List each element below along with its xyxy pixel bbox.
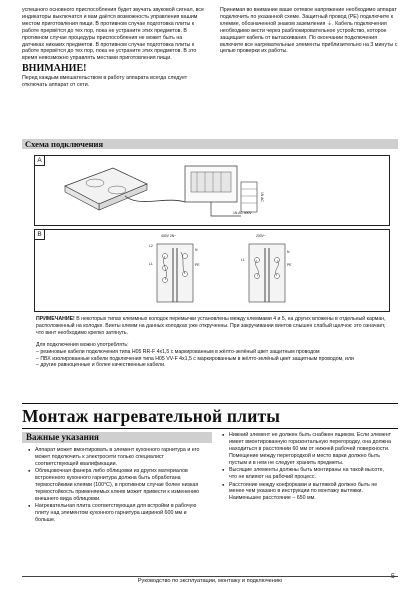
footer-rule	[22, 576, 398, 577]
diagram-a-drawing	[35, 156, 390, 226]
note-text: В некоторых типах клеммных колодок перемычки установлены между клеммами 4 и 5, на других вложены в отдельный карман, расположенный на колодке. Винты клемм на данных колодках уже открученны. При закручивании винтов слышен слабый щелчок: это означает, что винт необходимо крепко затянуть.	[36, 316, 386, 336]
diagram-a-letter: A	[35, 156, 45, 166]
intro-paragraph: успешного основного приспособления будет звучать звуковой сигнал, все индикаторы выключатся и вам даётся возможность управления вашим местом приготовления пищи. В противном случае подготовка плиты к работе прервётся до тех пор, пока не устраните этих предметов. В противном случае процедуры приспособления не может быть на датчиках никаких предметов. В противном случае подготовка плиты к работе прервётся до тех пор, пока не устраните этих предметов. В это время невозможно управлять местами приготовления пищи.	[22, 7, 204, 62]
list-item: ● Аппарат может вмонтировать в элемент кухонного гарнитура и его может подключить к электросети только специалист соответствующей квалификации.	[28, 447, 206, 468]
diagram-b-drawing	[35, 230, 390, 312]
diagram-b-right-voltage: 230V~	[256, 234, 266, 238]
list-item: ● Нагревательная плита соответствующая для встройки в рабочую плиту над элементом кухонного гарнитура шириной 600 мм и больше.	[28, 503, 206, 524]
diagram-b-left-terminal-n: N	[195, 248, 198, 252]
bottom-right-column	[222, 432, 392, 503]
diagram-a-side-label: 1N AC	[260, 192, 264, 202]
diagram-b-left-voltage: 400V 2N~	[161, 234, 177, 238]
cable-item: – резиновые кабели подключения типа H05 RR-F 4x1,5 с маркированным в жёлто-зелёный цвет защитным проводом	[36, 348, 320, 355]
connection-instructions: Принимая во внимание ваше сетевое напряжение необходимо аппарат подключить по указанной схеме. Защитный провод (PE) подключите к клемме, обозначенной знаком заземления ⏚. Кабель подключения необходимо вести через разблокировательное устройство, которое защищает кабель от вытаскивания. По окончании подключения включите все нагревательные элементы приблизительно на 3 минуты с целью проверки их работы.	[220, 7, 398, 55]
cable-item: – ПВХ изолированные кабели подключения типа H05 VV-F 4x1,5 с маркированным в жёлто-зелёный цвет защитным проводом, или	[36, 355, 354, 362]
note-paragraph	[36, 316, 390, 337]
page-number: 5	[391, 573, 395, 580]
diagram-b-left-terminal-l1: L1	[149, 262, 153, 266]
diagram-a	[34, 155, 390, 226]
list-item: ● Расстояние между конфорками и вытяжкой должно быть не менее чем указано в инструкции по монтажу вытяжки. Наименьшее расстояние – 650 мм.	[222, 482, 392, 503]
diagram-b-left-terminal-l2: L2	[149, 244, 153, 248]
warning-text: Перед каждым вмешательством в работу аппарата всегда следует отключать аппарат от сети.	[22, 75, 188, 89]
list-item: ● Облицовочная фанера либо облицовки из других материалов встроенного кухонного гарнитура должна быть обработана термостойкими клеями (100°C), в противном случае более низкая термостойкость применяемых клеев может привести к изменению внешнего вида облицовки.	[28, 468, 206, 503]
diagram-b	[34, 229, 390, 312]
main-title: Монтаж нагревательной плиты	[22, 403, 398, 429]
note-heading: ПРИМЕЧАНИЕ!	[36, 316, 75, 322]
list-item: ● Нижний элемент не должен быть снабжен ящиком. Если элемент имеет вмонтированную горизонтальную перегородку, она должна находиться в расстоянии 60 мм от нижней рабочей поверхности. Помещение между перегородкой и место варки должно быть пустым и в нем не следует хранить предметы.	[222, 432, 392, 467]
diagram-a-voltage-label: 1N AC 400V	[233, 211, 252, 215]
section-important-title: Важные указания	[22, 432, 212, 443]
section-connection-title: Схема подключения	[22, 139, 398, 149]
list-item: ● Высящие элементы должны быть монтираны на такой высоте, что не влияют на рабочий процесс.	[222, 467, 392, 481]
diagram-b-letter: B	[35, 230, 45, 240]
bottom-left-column	[28, 447, 206, 525]
cables-intro: Для подключения можно употреблять:	[36, 341, 129, 348]
warning-title: ВНИМАНИЕ!	[22, 63, 87, 75]
diagram-b-right-terminal-l1: L1	[241, 258, 245, 262]
diagram-b-right-terminal-pe: PE	[287, 263, 292, 267]
footer-text: Руководство по эксплуатации, монтажу и подключению	[137, 578, 283, 584]
cable-item: – другие равноценные и более качественные кабели.	[36, 362, 166, 369]
note-block	[36, 316, 390, 369]
diagram-b-right-terminal-n: N	[287, 250, 290, 254]
top-right-column	[220, 7, 398, 55]
top-left-column	[22, 7, 204, 89]
diagram-b-left-terminal-pe: PE	[195, 263, 200, 267]
